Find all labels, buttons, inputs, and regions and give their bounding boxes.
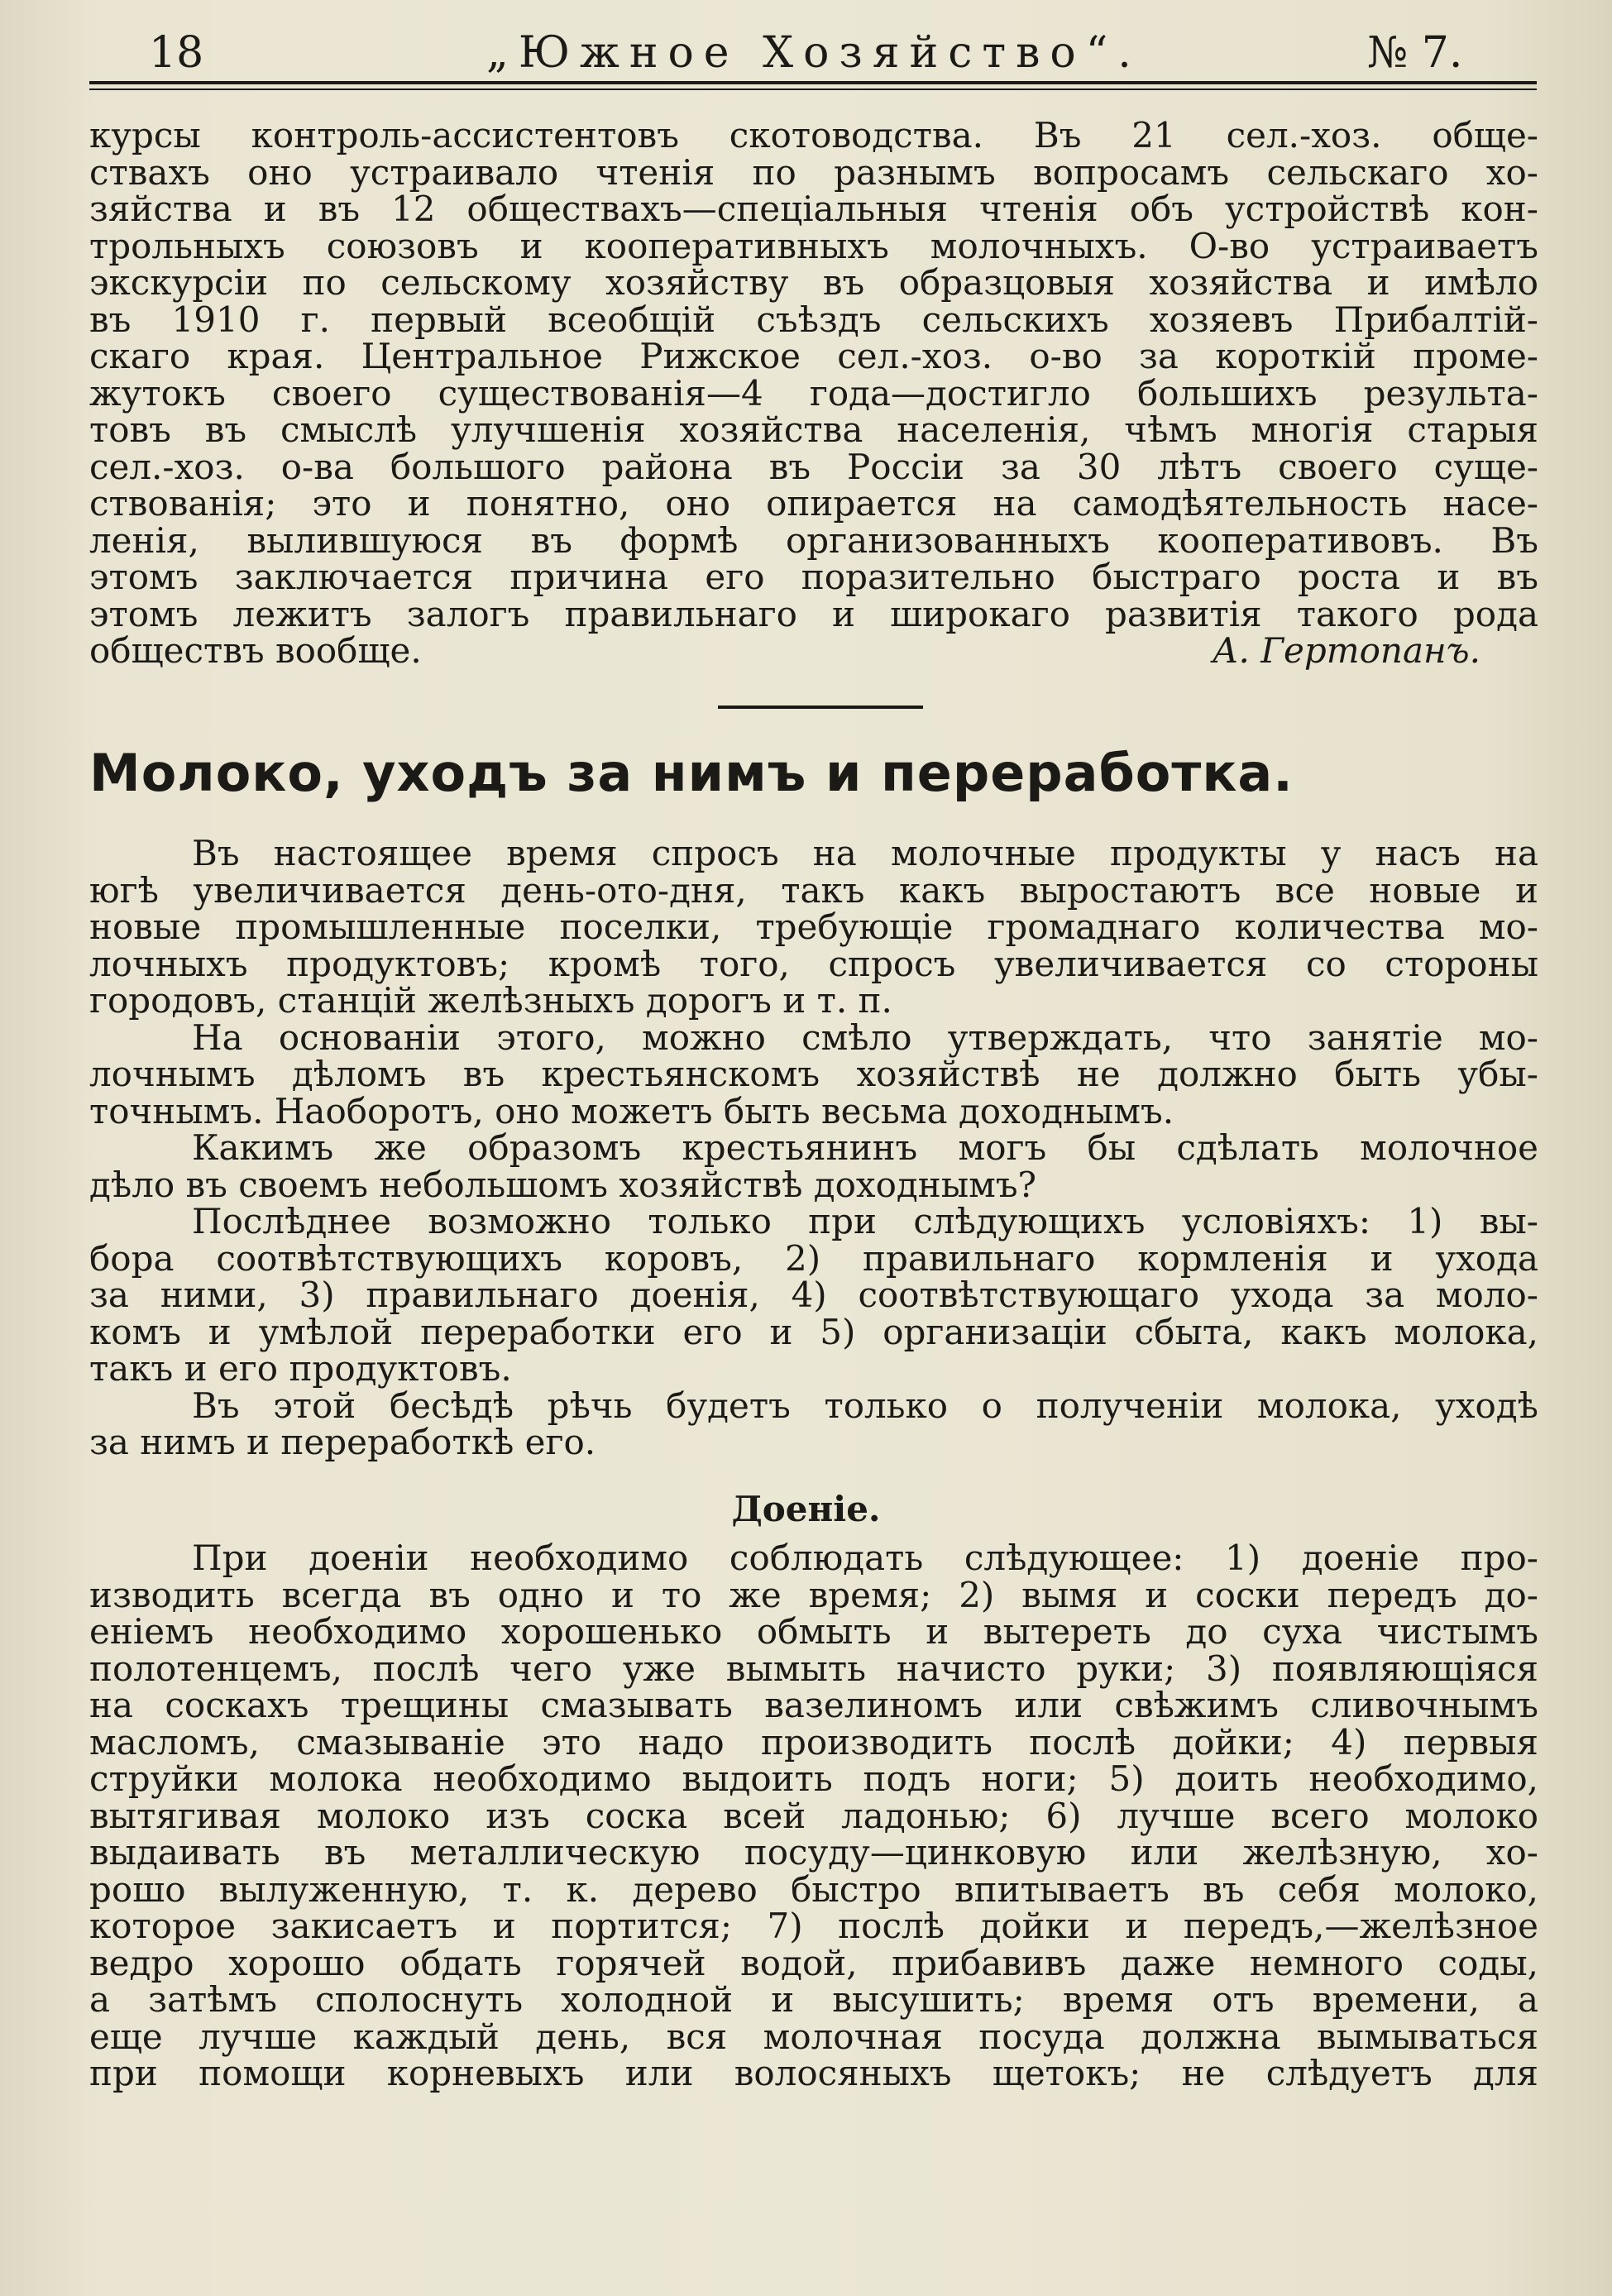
text-line: на соскахъ трещины смазывать вазелиномъ или свѣжимъ сливочнымъ bbox=[89, 1685, 1538, 1725]
text-line: выдаивать въ металлическую посуду—цинковую или желѣзную, хо- bbox=[89, 1832, 1538, 1873]
issue-number: № 7. bbox=[1367, 28, 1463, 78]
text-line: бора соотвѣтствующихъ коровъ, 2) правильнаго кормленія и ухода bbox=[89, 1237, 1538, 1279]
text-line: трольныхъ союзовъ и кооперативныхъ молочныхъ. О-во устраиваетъ bbox=[89, 225, 1538, 266]
signature-row-container bbox=[89, 630, 1538, 671]
text-line: Въ настоящее время спросъ на молочные продукты у насъ на bbox=[192, 833, 1538, 873]
text-line: этомъ лежитъ залогъ правильнаго и широкаго развитія такого рода bbox=[89, 593, 1538, 634]
text-line: товъ въ смыслѣ улучшенія хозяйства населенія, чѣмъ многія старыя bbox=[89, 409, 1538, 450]
text-line: На основаніи этого, можно смѣло утверждать, что занятіе мо- bbox=[192, 1016, 1538, 1058]
text-line: такъ и его продуктовъ. bbox=[89, 1348, 512, 1389]
text-line: за ними, 3) правильнаго доенія, 4) соотвѣтствующаго ухода за моло- bbox=[89, 1275, 1538, 1315]
article-title: Молоко, уходъ за нимъ и переработка. bbox=[89, 743, 1294, 803]
text-line: этомъ заключается причина его поразительно быстраго роста и въ bbox=[89, 557, 1538, 597]
text-line: дѣло въ своемъ небольшомъ хозяйствѣ доходнымъ? bbox=[89, 1164, 1037, 1205]
paragraph bbox=[89, 835, 1538, 1020]
paragraph bbox=[89, 1127, 1538, 1205]
text-line: изводить всегда въ одно и то же время; 2) вымя и соски передъ до- bbox=[89, 1574, 1538, 1615]
text-line: ленія, вылившуюся въ формѣ организованныхъ кооперативовъ. Въ bbox=[89, 519, 1538, 561]
page-number: 18 bbox=[149, 28, 204, 78]
text-line: полотенцемъ, послѣ чего уже вымыть начисто руки; 3) появляющіяся bbox=[89, 1648, 1538, 1689]
text-line: Послѣднее возможно только при слѣдующихъ условіяхъ: 1) вы- bbox=[192, 1201, 1538, 1241]
text-line: рошо вылуженную, т. к. дерево быстро впитываетъ въ себя молоко, bbox=[89, 1868, 1538, 1910]
text-line: вытягивая молоко изъ соска всей ладонью; 6) лучше всего молоко bbox=[89, 1795, 1538, 1836]
text-line: за нимъ и переработкѣ его. bbox=[89, 1422, 596, 1462]
text-line: жутокъ своего существованія—4 года—достигло большихъ результа- bbox=[89, 372, 1538, 414]
text-line: При доеніи необходимо соблюдать слѣдующее: 1) доеніе про- bbox=[192, 1538, 1538, 1578]
article-body-milking bbox=[89, 1540, 1538, 2093]
paragraph bbox=[89, 1540, 1538, 2093]
text-line: ствахъ оно устраивало чтенія по разнымъ вопросамъ сельскаго хо- bbox=[89, 151, 1538, 193]
journal-title: „Южное Хозяйство“. bbox=[486, 28, 1141, 78]
text-line: точнымъ. Наоборотъ, оно можетъ быть весьма доходнымъ. bbox=[89, 1090, 1174, 1131]
text-line: югѣ увеличивается день-ото-дня, такъ какъ выростаютъ все новые и bbox=[89, 869, 1538, 911]
text-line: Въ этой бесѣдѣ рѣчь будетъ только о полученіи молока, уходѣ bbox=[192, 1385, 1538, 1426]
text-line: масломъ, смазываніе это надо производить послѣ дойки; 4) первыя bbox=[89, 1721, 1538, 1763]
text-line: еніемъ необходимо хорошенько обмыть и вытереть до суха чистымъ bbox=[89, 1611, 1538, 1652]
previous-article-text bbox=[89, 117, 1538, 633]
header-rule-thin bbox=[89, 88, 1537, 90]
paragraph bbox=[89, 1385, 1538, 1462]
text-line: ведро хорошо обдать горячей водой, прибавивъ даже немного соды, bbox=[89, 1942, 1538, 1983]
page-header bbox=[89, 23, 1537, 81]
section-heading: Доеніе. bbox=[731, 1489, 881, 1529]
text-line: городовъ, станцій желѣзныхъ дорогъ и т. п. bbox=[89, 980, 892, 1021]
text-line: струйки молока необходимо выдоить подъ ноги; 5) доить необходимо, bbox=[89, 1758, 1538, 1799]
text-line: экскурсіи по сельскому хозяйству въ образцовыя хозяйства и имѣло bbox=[89, 262, 1538, 303]
article-divider bbox=[718, 706, 923, 709]
text-line: комъ и умѣлой переработки его и 5) организаціи сбыта, какъ молока, bbox=[89, 1311, 1538, 1352]
text-line: курсы контроль-ассистентовъ скотоводства. Въ 21 сел.-хоз. обще- bbox=[89, 115, 1538, 155]
text-line: лочныхъ продуктовъ; кромѣ того, спросъ увеличивается со стороны bbox=[89, 943, 1538, 984]
header-rule bbox=[89, 81, 1537, 84]
text-line: еще лучше каждый день, вся молочная посуда должна вымываться bbox=[89, 2016, 1538, 2057]
text-line: ствованія; это и понятно, оно опирается на самодѣятельность насе- bbox=[89, 483, 1538, 524]
text-line: Какимъ же образомъ крестьянинъ могъ бы сдѣлать молочное bbox=[192, 1127, 1538, 1168]
text-line: лочнымъ дѣломъ въ крестьянскомъ хозяйствѣ не должно быть убы- bbox=[89, 1054, 1538, 1094]
text-line: которое закисаетъ и портится; 7) послѣ дойки и передъ,—желѣзное bbox=[89, 1906, 1538, 1946]
text-line: а затѣмъ сполоснуть холодной и высушить; время отъ времени, а bbox=[89, 1979, 1538, 2020]
article-body-intro bbox=[89, 835, 1538, 1461]
text-line: новые промышленные поселки, требующіе громаднаго количества мо- bbox=[89, 906, 1538, 947]
text-line: при помощи корневыхъ или волосяныхъ щетокъ; не слѣдуетъ для bbox=[89, 2053, 1538, 2093]
text-line: въ 1910 г. первый всеобщій съѣздъ сельскихъ хозяевъ Прибалтій- bbox=[89, 299, 1538, 340]
paragraph bbox=[89, 1016, 1538, 1131]
text-line: зяйства и въ 12 обществахъ—спеціальныя чтенія объ устройствѣ кон- bbox=[89, 189, 1538, 229]
paragraph bbox=[89, 1203, 1538, 1388]
text-line: скаго края. Центральное Рижское сел.-хоз. о-во за короткій проме- bbox=[89, 336, 1538, 376]
closing-line: обществъ вообще. bbox=[89, 630, 422, 671]
author-signature: А. Гертопанъ. bbox=[1212, 630, 1480, 671]
signature-row bbox=[89, 630, 1538, 671]
text-line: сел.-хоз. о-ва большого района въ Россіи за 30 лѣтъ своего суще- bbox=[89, 446, 1538, 487]
